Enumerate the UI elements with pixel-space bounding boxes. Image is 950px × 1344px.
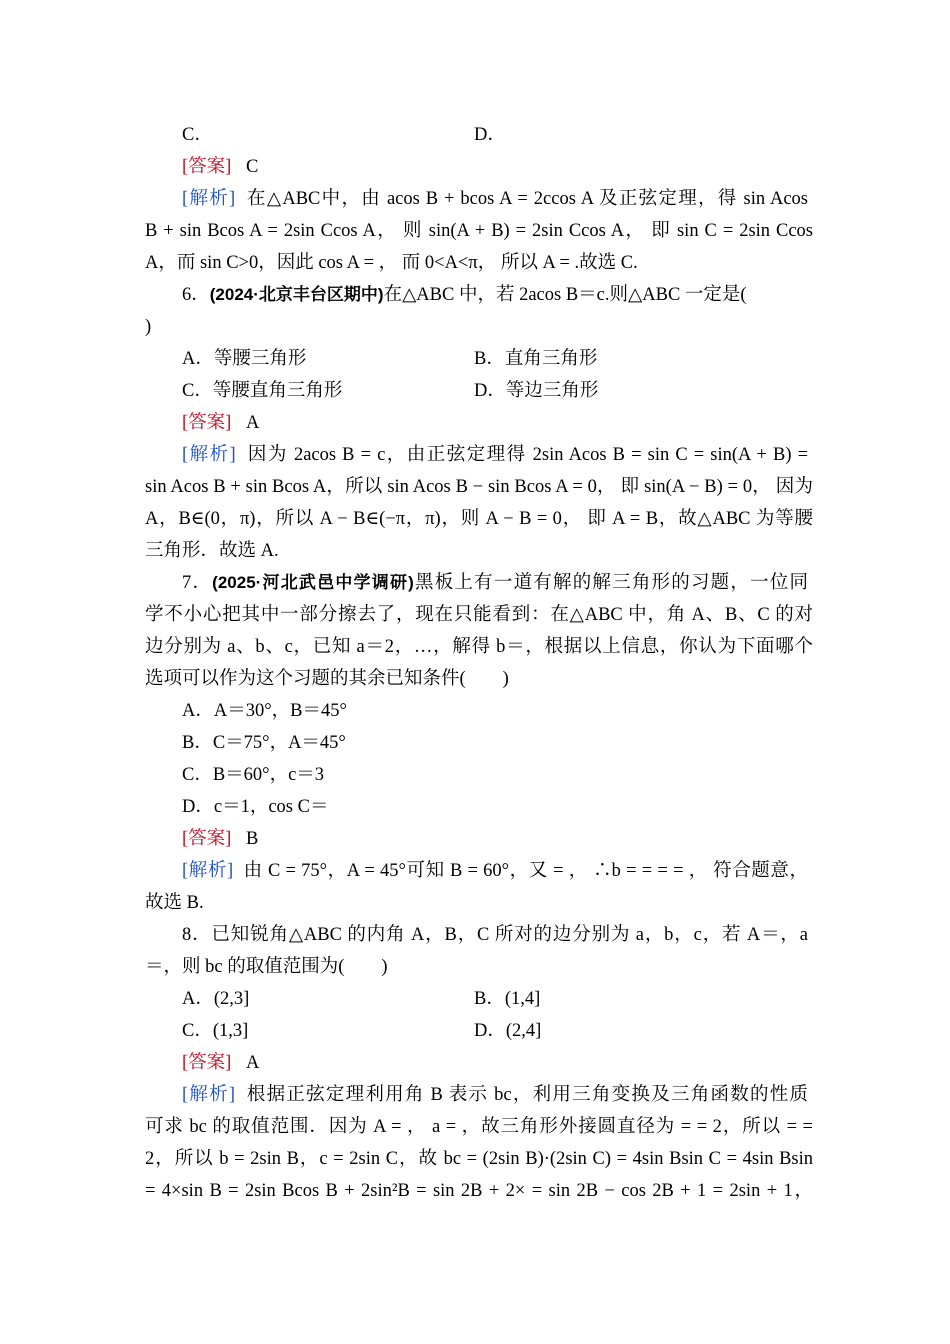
analysis-tag: [解析] bbox=[182, 445, 236, 465]
q8-stem-line2: ＝，则 bc 的取值范围为( ) bbox=[145, 957, 388, 977]
question-stem: 黑板上有一道有解的解三角形的习题，一位同 bbox=[413, 573, 808, 593]
analysis-text: 根据正弦定理利用角 B 表示 bc，利用三角变换及三角函数的性质 bbox=[246, 1085, 808, 1105]
answer-value: A bbox=[245, 1053, 260, 1073]
question-stem: 在△ABC 中，若 2acos B＝c.则△ABC 一定是( bbox=[383, 285, 747, 305]
q8-option-b: B．(1,4] bbox=[474, 989, 541, 1009]
q6-option-d: D．等边三角形 bbox=[474, 381, 599, 401]
q6-stem-line1 bbox=[182, 279, 808, 311]
q6-analysis-line4: 三角形．故选 A. bbox=[145, 541, 279, 561]
q8-options-row1 bbox=[182, 983, 850, 1015]
q6-analysis-line1 bbox=[182, 439, 808, 471]
analysis-text: 因为 2acos B = c，由正弦定理得 2sin Acos B = sin C = sin(A + B) = bbox=[247, 445, 809, 465]
question-number: 8． bbox=[182, 925, 212, 945]
q5-answer bbox=[182, 151, 850, 183]
q5-analysis-line1 bbox=[182, 183, 808, 215]
question-source: (2024·北京丰台区期中) bbox=[209, 285, 384, 304]
q5-option-c: C． bbox=[182, 125, 213, 145]
q8-option-a: A．(2,3] bbox=[182, 989, 250, 1009]
q5-analysis-line2: B + sin Bcos A = 2sin Ccos A， 则 sin(A + B) = 2sin Ccos A， 即 sin C = 2sin Ccos bbox=[145, 221, 813, 241]
q6-stem-line2: ) bbox=[145, 317, 152, 337]
q7-answer bbox=[182, 823, 850, 855]
q7-stem-line1 bbox=[182, 567, 808, 599]
analysis-tag: [解析] bbox=[182, 861, 234, 881]
q6-analysis-line3: A，B∈(0，π)，所以 A − B∈(−π，π)，则 A − B = 0， 即 A = B，故△ABC 为等腰 bbox=[145, 509, 813, 529]
q8-analysis-line4: = 4×sin B = 2sin Bcos B + 2sin²B = sin 2B + 2× = sin 2B − cos 2B + 1 = 2sin + 1， bbox=[145, 1181, 813, 1201]
q7-stem-line3: 边分别为 a、b、c，已知 a＝2，…，解得 b＝，根据以上信息，你认为下面哪个 bbox=[145, 637, 813, 657]
q8-answer bbox=[182, 1047, 850, 1079]
analysis-tag: [解析] bbox=[182, 189, 236, 209]
q8-analysis-line2: 可求 bc 的取值范围．因为 A = ， a = ，故三角形外接圆直径为 = = 2，所以 = = bbox=[145, 1117, 813, 1137]
q6-options-row1 bbox=[182, 343, 850, 375]
q6-analysis-line2: sin Acos B + sin Bcos A，所以 sin Acos B − sin Bcos A = 0， 即 sin(A − B) = 0， 因为 bbox=[145, 477, 813, 497]
question-stem: 已知锐角△ABC 的内角 A，B，C 所对的边分别为 a，b，c，若 A＝，a bbox=[211, 925, 808, 945]
question-number: 6． bbox=[182, 285, 210, 305]
q7-analysis-line1 bbox=[182, 855, 808, 887]
answer-tag: [答案] bbox=[182, 829, 232, 849]
q6-option-c: C．等腰直角三角形 bbox=[182, 381, 343, 401]
answer-tag: [答案] bbox=[182, 1053, 232, 1073]
analysis-tag: [解析] bbox=[182, 1085, 236, 1105]
answer-value: B bbox=[245, 829, 259, 849]
q6-options-row2 bbox=[182, 375, 850, 407]
q7-option-c: C．B＝60°，c＝3 bbox=[182, 765, 325, 785]
q7-option-a: A．A＝30°，B＝45° bbox=[182, 701, 347, 721]
answer-value: C bbox=[245, 157, 259, 177]
answer-tag: [答案] bbox=[182, 413, 232, 433]
question-source: (2025·河北武邑中学调研) bbox=[212, 573, 414, 592]
q7-option-d: D．c＝1，cos C＝ bbox=[182, 797, 329, 817]
q7-stem-line2: 学不小心把其中一部分擦去了，现在只能看到：在△ABC 中，角 A、B、C 的对 bbox=[145, 605, 813, 625]
q8-analysis-line3: 2，所以 b = 2sin B，c = 2sin C，故 bc = (2sin B)·(2sin C) = 4sin Bsin C = 4sin Bsin bbox=[145, 1149, 813, 1169]
question-number: 7． bbox=[182, 573, 213, 593]
q6-option-a: A．等腰三角形 bbox=[182, 349, 307, 369]
q5-option-d: D． bbox=[474, 125, 506, 145]
q7-analysis-line2: 故选 B. bbox=[145, 893, 204, 913]
q5-analysis-line3: A，而 sin C>0，因此 cos A = ， 而 0<A<π， 所以 A = .故选 C. bbox=[145, 253, 638, 273]
answer-value: A bbox=[245, 413, 260, 433]
analysis-text: 在△ABC中，由 acos B + bcos A = 2ccos A 及正弦定理，得 sin Acos bbox=[247, 189, 809, 209]
answer-tag: [答案] bbox=[182, 157, 232, 177]
q8-stem-line1 bbox=[182, 919, 808, 951]
q8-option-c: C．(1,3] bbox=[182, 1021, 249, 1041]
q6-answer bbox=[182, 407, 850, 439]
q7-stem-line4: 选项可以作为这个习题的其余已知条件( ) bbox=[145, 669, 509, 689]
q8-option-d: D．(2,4] bbox=[474, 1021, 542, 1041]
q5-options-row bbox=[182, 119, 850, 151]
analysis-text: 由 C = 75°，A = 45°可知 B = 60°，又 = ， ∴b = = = = ， 符合题意， bbox=[243, 861, 809, 881]
q6-option-b: B．直角三角形 bbox=[474, 349, 598, 369]
q7-option-b: B．C＝75°，A＝45° bbox=[182, 733, 346, 753]
q8-analysis-line1 bbox=[182, 1079, 808, 1111]
q8-options-row2 bbox=[182, 1015, 850, 1047]
